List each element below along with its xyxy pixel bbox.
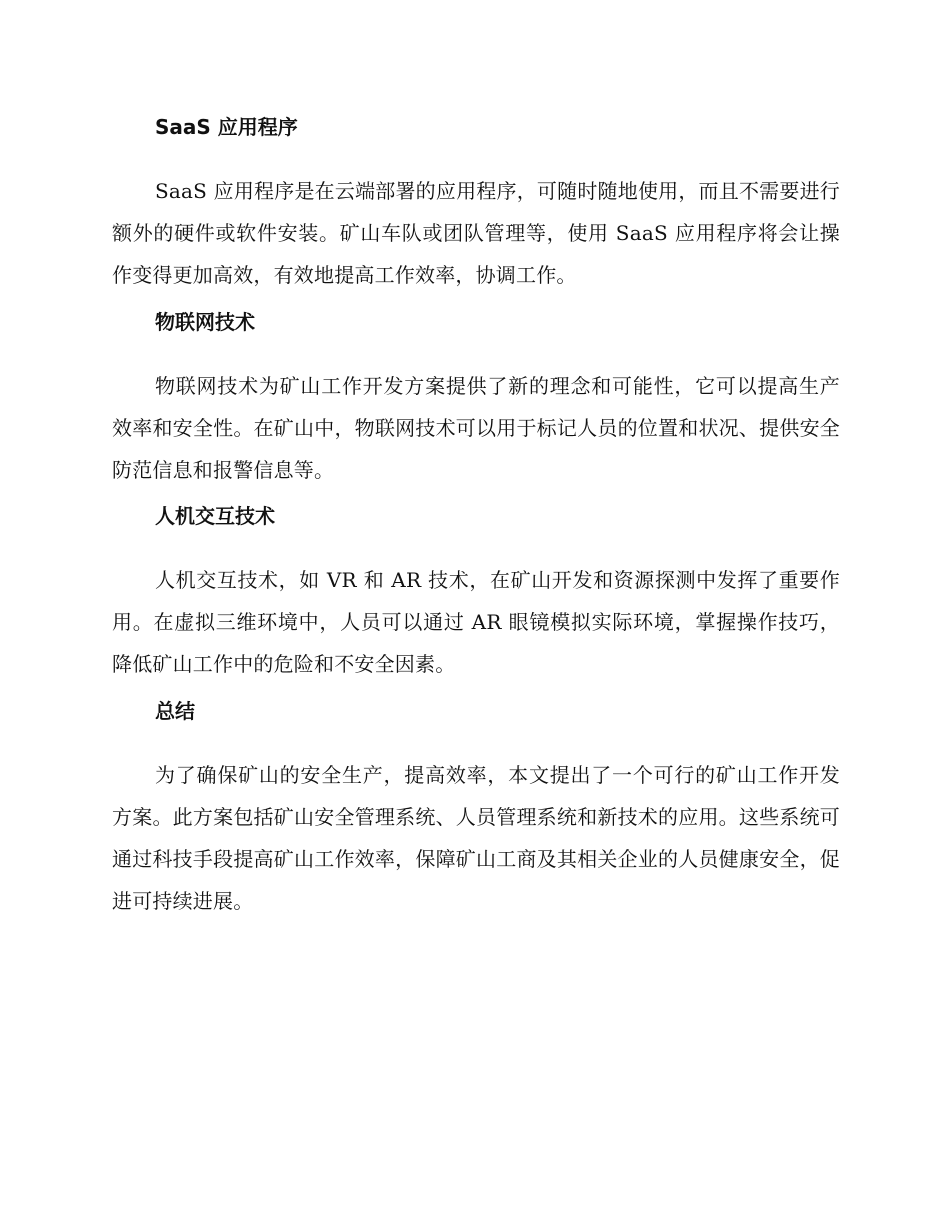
section-heading: 物联网技术 (155, 310, 255, 334)
section-heading: SaaS 应用程序 (155, 115, 298, 139)
section-paragraph: SaaS 应用程序是在云端部署的应用程序，可随时随地使用，而且不需要进行额外的硬件或软件安装。矿山车队或团队管理等，使用 SaaS 应用程序将会让操作变得更加高效，有效地提高工作效率，协调工作。 (112, 179, 840, 287)
section-summary (112, 697, 840, 922)
section-hci (112, 502, 840, 685)
section-paragraph: 人机交互技术，如 VR 和 AR 技术，在矿山开发和资源探测中发挥了重要作用。在虚拟三维环境中，人员可以通过 AR 眼镜模拟实际环境，掌握操作技巧，降低矿山工作中的危险和不安全因素。 (112, 568, 840, 676)
section-saas (112, 113, 840, 296)
section-iot (112, 308, 840, 491)
section-heading: 人机交互技术 (155, 504, 275, 528)
section-paragraph: 为了确保矿山的安全生产，提高效率，本文提出了一个可行的矿山工作开发方案。此方案包括矿山安全管理系统、人员管理系统和新技术的应用。这些系统可通过科技手段提高矿山工作效率，保障矿山工商及其相关企业的人员健康安全，促进可持续进展。 (112, 763, 840, 913)
section-paragraph: 物联网技术为矿山工作开发方案提供了新的理念和可能性，它可以提高生产效率和安全性。在矿山中，物联网技术可以用于标记人员的位置和状况、提供安全防范信息和报警信息等。 (112, 374, 840, 482)
section-heading: 总结 (155, 699, 195, 723)
